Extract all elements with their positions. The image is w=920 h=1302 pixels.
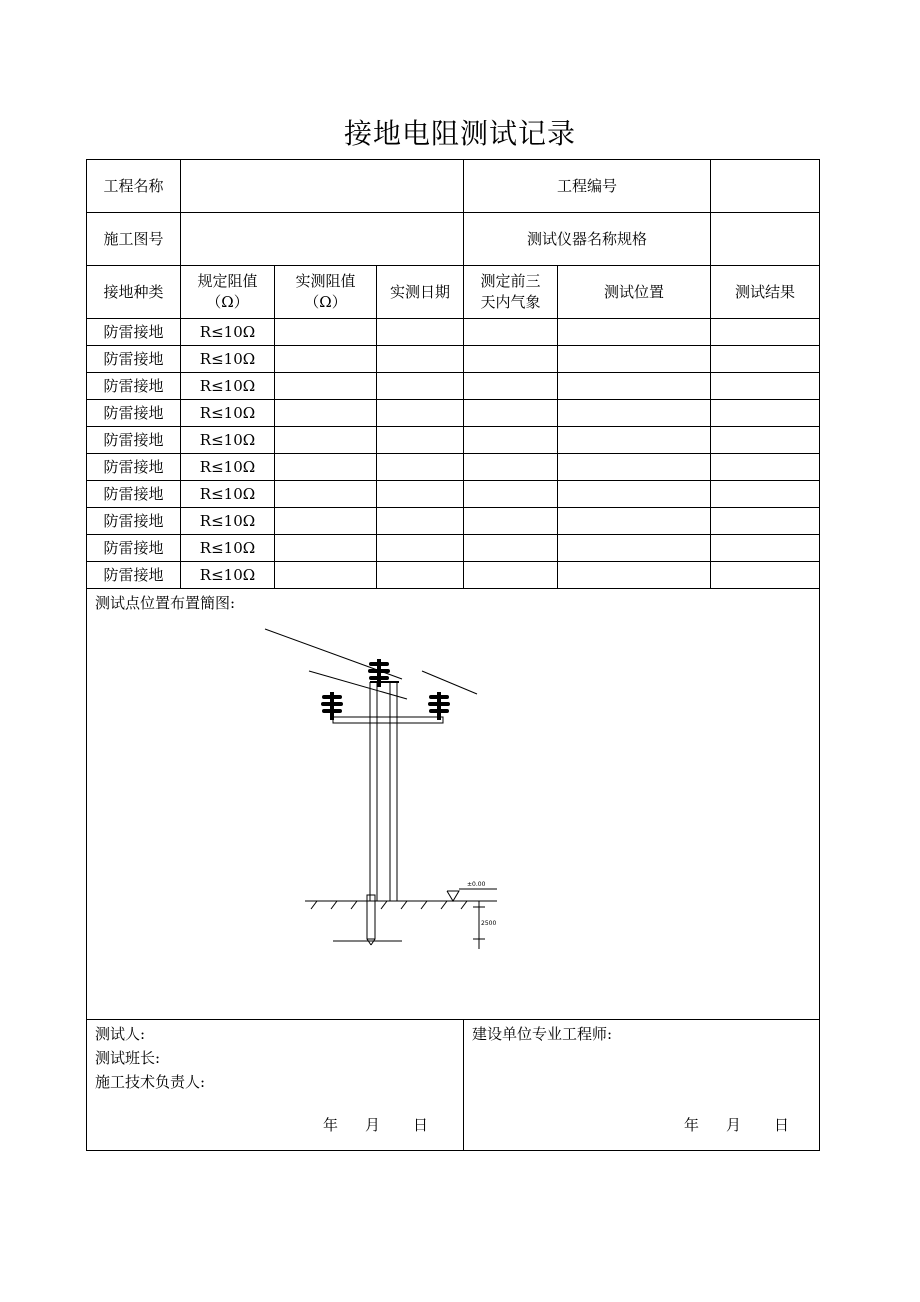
team-leader-label: 测试班长: [95, 1049, 161, 1067]
table-row [87, 454, 820, 481]
day-label: 日 [413, 1116, 429, 1134]
column-header-spec-line1: 规定阻值 [197, 272, 258, 290]
ground-rod [367, 895, 375, 939]
column-header-position: 测试位置 [558, 266, 711, 319]
table-row [87, 535, 820, 562]
cell-measured[interactable] [275, 346, 377, 373]
column-header-date: 实测日期 [377, 266, 464, 319]
cell-date[interactable] [377, 373, 464, 400]
cell-measured[interactable] [275, 427, 377, 454]
cell-type: 防雷接地 [87, 319, 181, 346]
cell-date[interactable] [377, 346, 464, 373]
cell-weather[interactable] [464, 454, 558, 481]
project-name-label: 工程名称 [87, 160, 181, 213]
cell-date[interactable] [377, 535, 464, 562]
cell-measured[interactable] [275, 400, 377, 427]
cell-result[interactable] [711, 427, 820, 454]
page-title: 接地电阻测试记录 [343, 117, 576, 150]
drawing-number-field[interactable] [181, 213, 464, 266]
instrument-label: 测试仪器名称规格 [464, 213, 711, 266]
cell-result[interactable] [711, 454, 820, 481]
column-header-weather-line2: 天内气象 [480, 293, 541, 311]
column-header-weather-line1: 测定前三 [480, 272, 541, 290]
cell-weather[interactable] [464, 373, 558, 400]
cell-position[interactable] [558, 427, 711, 454]
cell-type: 防雷接地 [87, 427, 181, 454]
cell-weather[interactable] [464, 400, 558, 427]
table-row [87, 508, 820, 535]
cell-spec: R≤10Ω [181, 508, 275, 535]
elevation-marker [447, 891, 459, 901]
cell-spec: R≤10Ω [181, 427, 275, 454]
cell-date[interactable] [377, 508, 464, 535]
cell-weather[interactable] [464, 481, 558, 508]
cell-type: 防雷接地 [87, 373, 181, 400]
column-header-weather [464, 266, 558, 319]
table-row [87, 373, 820, 400]
cell-type: 防雷接地 [87, 535, 181, 562]
tester-label: 测试人: [95, 1025, 146, 1043]
diagram-label: 测试点位置布置簡图: [95, 594, 236, 612]
month-label: 月 [726, 1116, 742, 1134]
insulator-icon [428, 692, 450, 720]
cell-position[interactable] [558, 562, 711, 589]
drawing-number-label: 施工图号 [87, 213, 181, 266]
cell-date[interactable] [377, 562, 464, 589]
year-label: 年 [684, 1116, 700, 1134]
cell-spec: R≤10Ω [181, 400, 275, 427]
cell-result[interactable] [711, 535, 820, 562]
cell-measured[interactable] [275, 373, 377, 400]
cell-measured[interactable] [275, 508, 377, 535]
cell-result[interactable] [711, 562, 820, 589]
instrument-field[interactable] [711, 213, 820, 266]
year-label: 年 [323, 1116, 339, 1134]
table-row [87, 400, 820, 427]
project-number-field[interactable] [711, 160, 820, 213]
table-row [87, 562, 820, 589]
cell-position[interactable] [558, 400, 711, 427]
column-header-measured [275, 266, 377, 319]
table-row [87, 481, 820, 508]
cell-result[interactable] [711, 319, 820, 346]
cell-result[interactable] [711, 346, 820, 373]
cell-weather[interactable] [464, 535, 558, 562]
cell-date[interactable] [377, 427, 464, 454]
column-header-spec [181, 266, 275, 319]
diagram-area [87, 589, 820, 1020]
cross-arm [333, 717, 443, 723]
table-row [87, 319, 820, 346]
column-header-spec-line2: （Ω） [206, 293, 249, 311]
cell-type: 防雷接地 [87, 454, 181, 481]
insulator-icon [321, 692, 343, 720]
cell-measured[interactable] [275, 319, 377, 346]
pole-grounding-diagram [87, 589, 818, 1019]
project-number-label: 工程编号 [464, 160, 711, 213]
cell-weather[interactable] [464, 508, 558, 535]
cell-position[interactable] [558, 535, 711, 562]
engineer-label: 建设单位专业工程师: [472, 1025, 613, 1043]
owner-date-row [684, 1115, 789, 1136]
cell-date[interactable] [377, 400, 464, 427]
day-label: 日 [774, 1116, 790, 1134]
cell-date[interactable] [377, 454, 464, 481]
cell-spec: R≤10Ω [181, 562, 275, 589]
cell-spec: R≤10Ω [181, 346, 275, 373]
contractor-signature-area [87, 1020, 464, 1151]
cell-measured[interactable] [275, 535, 377, 562]
cell-weather[interactable] [464, 346, 558, 373]
owner-signature-area [464, 1020, 820, 1151]
cell-weather[interactable] [464, 319, 558, 346]
column-header-result: 测试结果 [711, 266, 820, 319]
ground-hatching [311, 901, 467, 909]
month-label: 月 [365, 1116, 381, 1134]
project-name-field[interactable] [181, 160, 464, 213]
elevation-label: ±0.00 [467, 881, 486, 888]
cell-spec: R≤10Ω [181, 373, 275, 400]
cell-result[interactable] [711, 373, 820, 400]
table-row [87, 346, 820, 373]
contractor-date-row [323, 1115, 428, 1136]
cell-result[interactable] [711, 400, 820, 427]
cell-type: 防雷接地 [87, 562, 181, 589]
cell-type: 防雷接地 [87, 400, 181, 427]
cell-position[interactable] [558, 373, 711, 400]
grounding-record-table [86, 159, 820, 1151]
cell-type: 防雷接地 [87, 346, 181, 373]
cell-result[interactable] [711, 481, 820, 508]
cell-weather[interactable] [464, 562, 558, 589]
cell-measured[interactable] [275, 562, 377, 589]
cell-spec: R≤10Ω [181, 319, 275, 346]
cell-type: 防雷接地 [87, 508, 181, 535]
cell-position[interactable] [558, 508, 711, 535]
table-row [87, 427, 820, 454]
column-header-type: 接地种类 [87, 266, 181, 319]
cell-type: 防雷接地 [87, 481, 181, 508]
cell-result[interactable] [711, 508, 820, 535]
cell-spec: R≤10Ω [181, 535, 275, 562]
cell-date[interactable] [377, 319, 464, 346]
technical-lead-label: 施工技术负责人: [95, 1073, 206, 1091]
cell-spec: R≤10Ω [181, 481, 275, 508]
cell-position[interactable] [558, 481, 711, 508]
cell-position[interactable] [558, 319, 711, 346]
conductor-line [422, 671, 477, 694]
cell-measured[interactable] [275, 454, 377, 481]
cell-measured[interactable] [275, 481, 377, 508]
cell-date[interactable] [377, 481, 464, 508]
cell-position[interactable] [558, 346, 711, 373]
cell-spec: R≤10Ω [181, 454, 275, 481]
cell-position[interactable] [558, 454, 711, 481]
cell-weather[interactable] [464, 427, 558, 454]
depth-label: 2500 [481, 920, 497, 927]
column-header-measured-line1: 实测阻值 [295, 272, 356, 290]
column-header-measured-line2: （Ω） [304, 293, 347, 311]
